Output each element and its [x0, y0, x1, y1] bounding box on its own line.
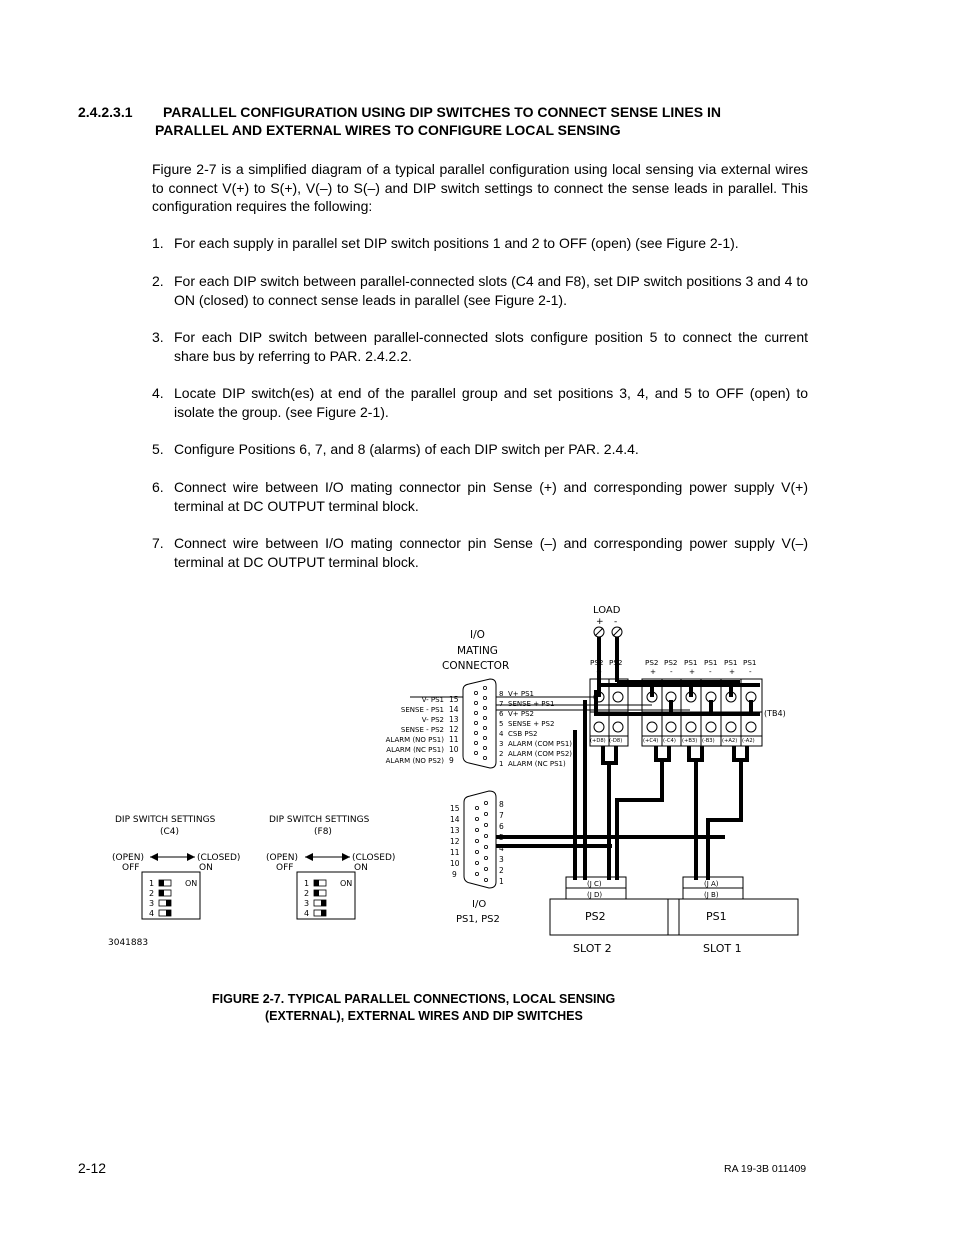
- tb-top-label: PS2: [645, 658, 659, 667]
- pin-label: ALARM (NO PS2): [385, 757, 444, 765]
- ps2-label: PS2: [585, 910, 606, 923]
- tb-sign: +: [596, 667, 603, 676]
- pin-number: 7: [499, 700, 504, 708]
- pin-label: V- PS2: [421, 716, 444, 724]
- step-number: 2.: [152, 273, 164, 289]
- load-minus-label: -: [614, 617, 618, 627]
- pin-number: 14: [450, 815, 460, 824]
- io-mating-line-1: I/O: [470, 629, 485, 641]
- step-text: Connect wire between I/O mating connector pin Sense (+) and corresponding power supply V(+) terminal at DC OUTPUT terminal block.: [174, 479, 808, 514]
- section-title-line-2: PARALLEL AND EXTERNAL WIRES TO CONFIGURE LOCAL SENSING: [155, 122, 621, 138]
- section-number: 2.4.2.3.1: [78, 104, 133, 120]
- pin-number: 1: [499, 760, 504, 768]
- tb-bottom-label: (-C4): [663, 738, 676, 744]
- pin-label: ALARM (COM PS2): [508, 750, 573, 758]
- dip-position: 2: [149, 889, 155, 898]
- pin-number: 2: [499, 750, 504, 758]
- tb-sign: -: [670, 667, 673, 676]
- pin-number: 6: [499, 822, 504, 831]
- step-number: 5.: [152, 441, 164, 457]
- pin-label: ALARM (NO PS1): [385, 736, 444, 744]
- tb-top-label: PS1: [724, 658, 738, 667]
- slot2-label: SLOT 2: [573, 942, 612, 955]
- tb-sign: -: [616, 667, 619, 676]
- tb-bottom-label: (+A2): [722, 738, 738, 744]
- pin-number: 10: [449, 745, 459, 754]
- io-ps-line-2: PS1, PS2: [456, 914, 500, 925]
- tb-sign: +: [729, 667, 736, 676]
- on-label: ON: [354, 863, 368, 873]
- pin-label: V- PS1: [421, 696, 444, 704]
- ps1-label: PS1: [706, 910, 727, 923]
- slot1-label: SLOT 1: [703, 942, 742, 955]
- pin-label: ALARM (NC PS1): [386, 746, 444, 754]
- step-number: 7.: [152, 535, 164, 551]
- tb-top-label: PS2: [609, 658, 623, 667]
- pin-number: 9: [452, 870, 457, 879]
- pin-label: V+ PS1: [508, 690, 534, 698]
- step-number: 4.: [152, 385, 164, 401]
- pin-number: 11: [450, 848, 460, 857]
- step-number: 1.: [152, 235, 164, 251]
- drawing-number: 3041883: [108, 938, 149, 948]
- ps2-box: [550, 899, 679, 935]
- step-number: 6.: [152, 479, 164, 495]
- closed-label: (CLOSED): [197, 853, 241, 863]
- closed-label: (CLOSED): [352, 853, 396, 863]
- dip-c4-sub: (C4): [160, 827, 180, 837]
- intro-paragraph: Figure 2-7 is a simplified diagram of a typical parallel configuration using local sensing via external wires to connect V(+) to S(+), V(–) to S(–) and DIP switch settings to connect the sense leads in parallel. This configuration requires the following:: [152, 161, 808, 214]
- pin-label: V+ PS2: [508, 710, 534, 718]
- dip-on-label: ON: [185, 879, 198, 888]
- section-title-line-1: PARALLEL CONFIGURATION USING DIP SWITCHES TO CONNECT SENSE LINES IN: [163, 104, 721, 120]
- io-ps-connector: [464, 791, 496, 888]
- dip-position: 4: [304, 909, 310, 918]
- pin-number: 15: [450, 804, 460, 813]
- io-mating-connector: [463, 679, 496, 768]
- tb-top-label: PS1: [743, 658, 757, 667]
- jack-label: (J B): [704, 891, 719, 899]
- pin-number: 3: [499, 740, 504, 748]
- pin-number: 3: [499, 855, 504, 864]
- step-text: Connect wire between I/O mating connector pin Sense (–) and corresponding power supply V(–) terminal at DC OUTPUT terminal block.: [174, 535, 808, 570]
- tb4-label: (TB4): [764, 709, 786, 718]
- dip-position: 1: [149, 879, 155, 888]
- figure-caption-line-1: FIGURE 2-7. TYPICAL PARALLEL CONNECTIONS, LOCAL SENSING: [212, 992, 616, 1006]
- step-text: For each supply in parallel set DIP switch positions 1 and 2 to OFF (open) (see Figure 2-1).: [174, 235, 739, 251]
- io-mating-line-3: CONNECTOR: [442, 660, 510, 672]
- document-number: RA 19-3B 011409: [724, 1163, 807, 1175]
- pin-number: 8: [499, 800, 504, 809]
- open-label: (OPEN): [112, 853, 144, 863]
- page-number: 2-12: [78, 1160, 107, 1176]
- tb-top-label: PS2: [664, 658, 678, 667]
- on-label: ON: [199, 863, 213, 873]
- tb-bottom-label: (+C4): [643, 738, 659, 744]
- pin-number: 8: [499, 690, 504, 698]
- tb-bottom-label: (-B3): [702, 738, 715, 744]
- pin-label: SENSE + PS1: [508, 700, 555, 708]
- pin-number: 11: [449, 735, 459, 744]
- pin-number: 12: [449, 725, 459, 734]
- tb-sign: -: [749, 667, 752, 676]
- dip-on-label: ON: [340, 879, 353, 888]
- tb-bottom-label: (-D8): [609, 738, 623, 744]
- tb-top-label: PS1: [684, 658, 698, 667]
- pin-number: 13: [449, 715, 459, 724]
- off-label: OFF: [122, 863, 140, 873]
- step-text: Configure Positions 6, 7, and 8 (alarms) of each DIP switch per PAR. 2.4.4.: [174, 441, 639, 457]
- pin-number: 14: [449, 705, 459, 714]
- pin-number: 4: [499, 844, 504, 853]
- tb-top-label: PS2: [590, 658, 604, 667]
- dip-f8-sub: (F8): [314, 827, 332, 837]
- open-label: (OPEN): [266, 853, 298, 863]
- dip-f8-title: DIP SWITCH SETTINGS: [269, 815, 370, 825]
- io-mating-line-2: MATING: [457, 645, 498, 657]
- dip-position: 3: [149, 899, 155, 908]
- pin-number: 7: [499, 811, 504, 820]
- step-number: 3.: [152, 329, 164, 345]
- step-text: Locate DIP switch(es) at end of the parallel group and set positions 3, 4, and 5 to OFF (open) to isolate the group. (see Figure 2-1).: [174, 385, 808, 420]
- step-text: For each DIP switch between parallel-connected slots (C4 and F8), set DIP switch positions 3 and 4 to ON (closed) to connect sense leads in parallel (see Figure 2-1).: [174, 273, 808, 308]
- tb-bottom-label: (+D8): [590, 738, 606, 744]
- pin-number: 9: [449, 756, 454, 765]
- pin-number: 1: [499, 877, 504, 886]
- jack-label: (J D): [587, 891, 603, 899]
- step-text: For each DIP switch between parallel-connected slots configure position 5 to connect the current share bus by referring to PAR. 2.4.2.2.: [174, 329, 808, 364]
- off-label: OFF: [276, 863, 294, 873]
- pin-number: 6: [499, 710, 504, 718]
- dip-position: 2: [304, 889, 310, 898]
- ps1-box: [668, 899, 798, 935]
- pin-number: 13: [450, 826, 460, 835]
- tb-sign: +: [689, 667, 696, 676]
- pin-label: SENSE - PS1: [400, 706, 444, 714]
- pin-label: CSB PS2: [508, 730, 538, 738]
- dip-position: 3: [304, 899, 310, 908]
- dip-position: 1: [304, 879, 310, 888]
- pin-number: 2: [499, 866, 504, 875]
- pin-label: SENSE - PS2: [400, 726, 444, 734]
- load-plus-label: +: [596, 617, 604, 627]
- pin-label: SENSE + PS2: [508, 720, 555, 728]
- pin-label: ALARM (NC PS1): [508, 760, 566, 768]
- tb-top-label: PS1: [704, 658, 718, 667]
- pin-number: 10: [450, 859, 460, 868]
- pin-number: 5: [499, 720, 504, 728]
- dip-c4-title: DIP SWITCH SETTINGS: [115, 815, 216, 825]
- jack-label: (J A): [704, 880, 719, 888]
- tb-bottom-label: (-A2): [742, 738, 755, 744]
- pin-number: 15: [449, 695, 459, 704]
- tb-sign: +: [650, 667, 657, 676]
- io-ps-line-1: I/O: [472, 899, 487, 910]
- pin-number: 4: [499, 730, 504, 738]
- tb-sign: -: [709, 667, 712, 676]
- load-label: LOAD: [593, 605, 621, 616]
- figure-caption-line-2: (EXTERNAL), EXTERNAL WIRES AND DIP SWITCHES: [265, 1009, 583, 1023]
- tb-bottom-label: (+B3): [682, 738, 698, 744]
- pin-number: 5: [499, 833, 504, 842]
- jack-label: (J C): [587, 880, 602, 888]
- dip-position: 4: [149, 909, 155, 918]
- pin-label: ALARM (COM PS1): [508, 740, 573, 748]
- pin-number: 12: [450, 837, 460, 846]
